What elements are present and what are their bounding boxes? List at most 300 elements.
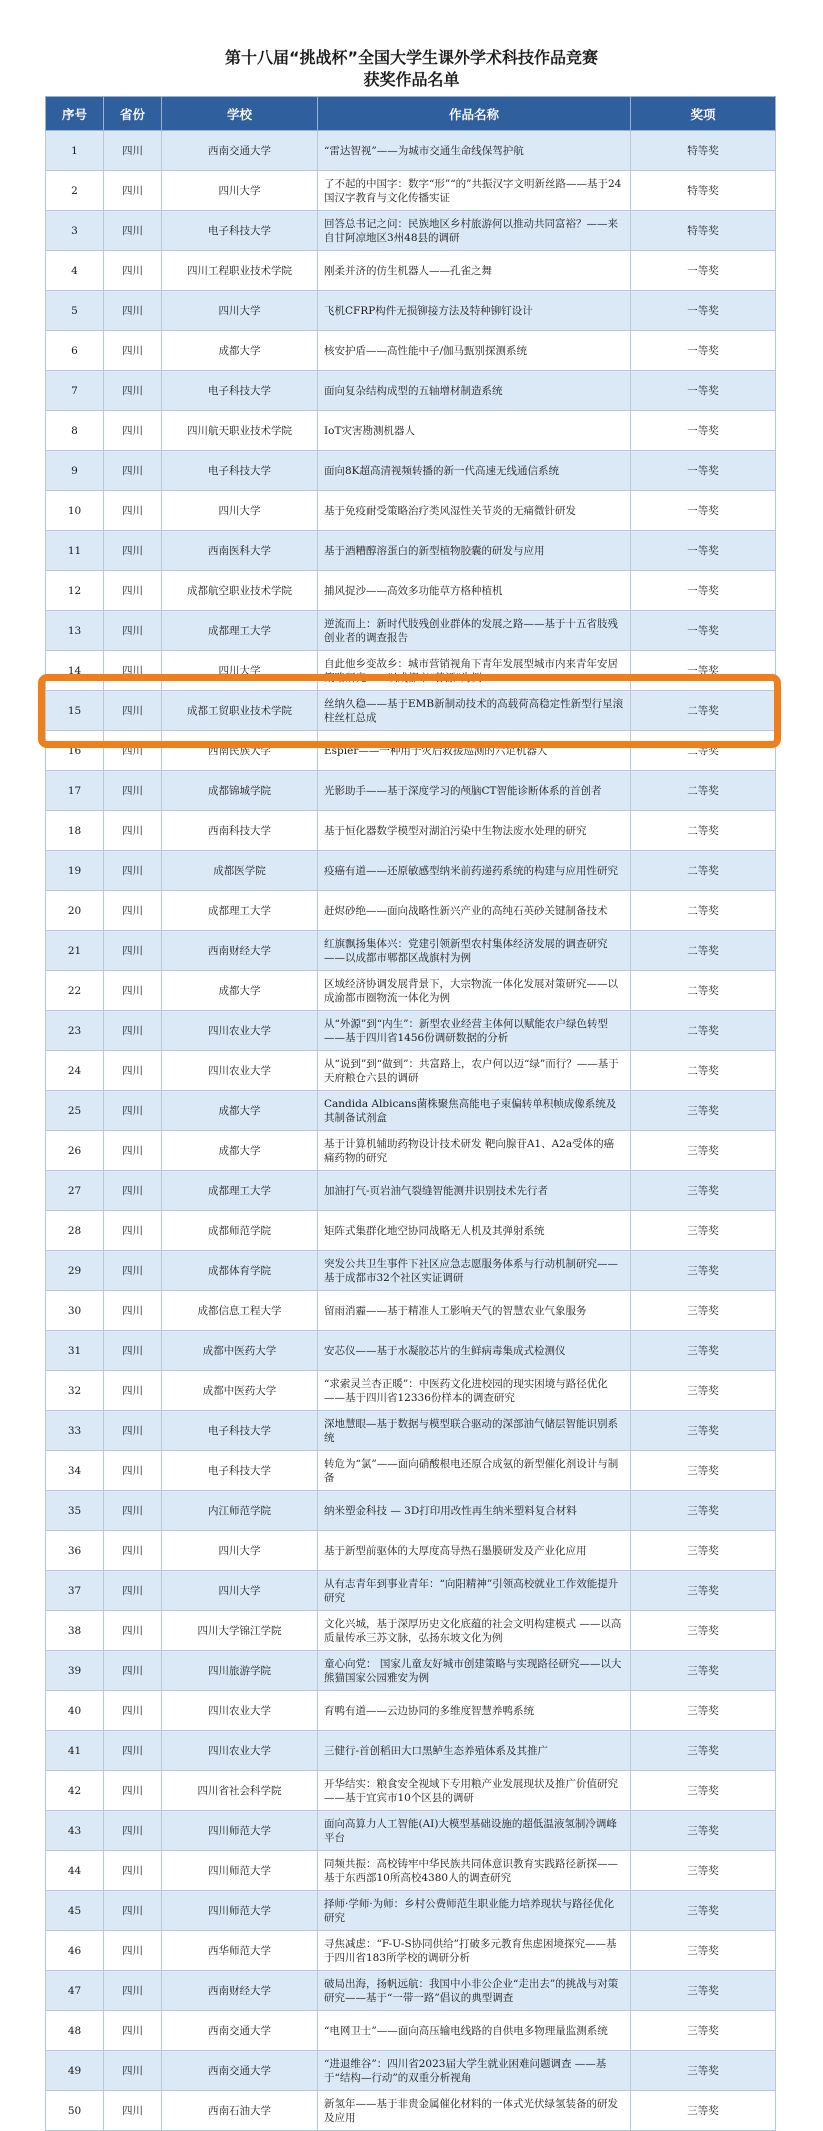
table-row [46, 851, 776, 891]
cell-award: 二等奖 [631, 1051, 776, 1091]
cell-index: 17 [46, 771, 104, 811]
table-row [46, 1211, 776, 1251]
cell-province: 四川 [104, 1731, 162, 1771]
cell-school: 成都理工大学 [162, 1171, 318, 1211]
cell-school: 电子科技大学 [162, 211, 318, 251]
cell-school: 四川大学 [162, 291, 318, 331]
cell-province: 四川 [104, 731, 162, 771]
page-subtitle: 获奖作品名单 [363, 70, 460, 89]
cell-province: 四川 [104, 891, 162, 931]
cell-award: 三等奖 [631, 1851, 776, 1891]
cell-award: 三等奖 [631, 1731, 776, 1771]
cell-work-name: 择师·学师·为师：乡村公费师范生职业能力培养现状与路径优化研究 [318, 1891, 631, 1931]
cell-award: 三等奖 [631, 1331, 776, 1371]
cell-school: 西南财经大学 [162, 931, 318, 971]
cell-school: 成都中医药大学 [162, 1331, 318, 1371]
cell-school: 成都大学 [162, 1131, 318, 1171]
cell-province: 四川 [104, 411, 162, 451]
cell-school: 四川农业大学 [162, 1051, 318, 1091]
cell-index: 38 [46, 1611, 104, 1651]
cell-award: 三等奖 [631, 1611, 776, 1651]
cell-province: 四川 [104, 1851, 162, 1891]
cell-work-name: 疫癌有道——还原敏感型纳米前药递药系统的构建与应用性研究 [318, 851, 631, 891]
table-row [46, 251, 776, 291]
cell-school: 内江师范学院 [162, 1491, 318, 1531]
cell-province: 四川 [104, 2091, 162, 2131]
cell-index: 43 [46, 1811, 104, 1851]
cell-index: 26 [46, 1131, 104, 1171]
cell-province: 四川 [104, 331, 162, 371]
cell-province: 四川 [104, 251, 162, 291]
cell-work-name: 基于新型前驱体的大厚度高导热石墨膜研发及产业化应用 [318, 1531, 631, 1571]
cell-award: 三等奖 [631, 1371, 776, 1411]
cell-work-name: 面向高算力人工智能(AI)大模型基础设施的超低温液氢制冷调峰平台 [318, 1811, 631, 1851]
cell-index: 41 [46, 1731, 104, 1771]
cell-work-name: 刚柔并济的仿生机器人——孔雀之舞 [318, 251, 631, 291]
cell-work-name: 回答总书记之问：民族地区乡村旅游何以推动共同富裕？——来自甘阿凉地区3州48县的调研 [318, 211, 631, 251]
cell-index: 15 [46, 691, 104, 731]
cell-school: 电子科技大学 [162, 1411, 318, 1451]
cell-award: 三等奖 [631, 2011, 776, 2051]
cell-province: 四川 [104, 1371, 162, 1411]
cell-award: 三等奖 [631, 1811, 776, 1851]
cell-award: 三等奖 [631, 1451, 776, 1491]
cell-award: 三等奖 [631, 1691, 776, 1731]
cell-school: 四川大学 [162, 491, 318, 531]
col-header-index: 序号 [46, 97, 104, 131]
cell-award: 一等奖 [631, 491, 776, 531]
cell-award: 二等奖 [631, 931, 776, 971]
cell-school: 四川大学 [162, 651, 318, 691]
table-row [46, 1091, 776, 1131]
cell-award: 二等奖 [631, 811, 776, 851]
cell-index: 10 [46, 491, 104, 531]
cell-school: 电子科技大学 [162, 451, 318, 491]
col-header-school: 学校 [162, 97, 318, 131]
cell-province: 四川 [104, 1891, 162, 1931]
cell-work-name: 区域经济协调发展背景下，大宗物流一体化发展对策研究——以成渝都市圈物流一体化为例 [318, 971, 631, 1011]
cell-index: 13 [46, 611, 104, 651]
cell-work-name: 从“说到”到“做到”：共富路上，农户何以迈“绿”而行？——基于天府粮仓六县的调研 [318, 1051, 631, 1091]
cell-award: 一等奖 [631, 651, 776, 691]
cell-index: 39 [46, 1651, 104, 1691]
cell-index: 2 [46, 171, 104, 211]
cell-province: 四川 [104, 2051, 162, 2091]
cell-award: 三等奖 [631, 1411, 776, 1451]
cell-award: 二等奖 [631, 731, 776, 771]
table-header-row [46, 97, 776, 131]
table-row [46, 691, 776, 731]
cell-school: 成都理工大学 [162, 611, 318, 651]
cell-index: 33 [46, 1411, 104, 1451]
cell-school: 四川农业大学 [162, 1011, 318, 1051]
cell-work-name: 突发公共卫生事件下社区应急志愿服务体系与行动机制研究——基于成都市32个社区实证调研 [318, 1251, 631, 1291]
cell-award: 一等奖 [631, 611, 776, 651]
table-row [46, 571, 776, 611]
cell-index: 35 [46, 1491, 104, 1531]
cell-work-name: “进退维谷”：四川省2023届大学生就业困难问题调查 ——基于“结构—行动”的双重分析视角 [318, 2051, 631, 2091]
cell-province: 四川 [104, 571, 162, 611]
cell-work-name: 寻焦减虑：“F-U-S协同供给”打破多元教育焦虑困境探究——基于四川省183所学校的调研分析 [318, 1931, 631, 1971]
cell-index: 44 [46, 1851, 104, 1891]
cell-province: 四川 [104, 531, 162, 571]
cell-school: 西华师范大学 [162, 1931, 318, 1971]
cell-award: 三等奖 [631, 1291, 776, 1331]
table-row [46, 1891, 776, 1931]
cell-award: 特等奖 [631, 171, 776, 211]
cell-index: 1 [46, 131, 104, 171]
cell-province: 四川 [104, 451, 162, 491]
col-header-work: 作品名称 [318, 97, 631, 131]
cell-province: 四川 [104, 1131, 162, 1171]
cell-award: 二等奖 [631, 691, 776, 731]
table-row [46, 1531, 776, 1571]
cell-school: 四川大学 [162, 1571, 318, 1611]
cell-work-name: “雷达智视”——为城市交通生命线保驾护航 [318, 131, 631, 171]
cell-work-name: 三健行-首创稻田大口黑鲈生态养殖体系及其推广 [318, 1731, 631, 1771]
col-header-province: 省份 [104, 97, 162, 131]
cell-work-name: 红旗飘扬集体兴：党建引领新型农村集体经济发展的调查研究——以成都市郫都区战旗村为例 [318, 931, 631, 971]
cell-work-name: 同频共振：高校铸牢中华民族共同体意识教育实践路径新探——基于东西部10所高校4380人的调查研究 [318, 1851, 631, 1891]
cell-index: 23 [46, 1011, 104, 1051]
cell-work-name: “电网卫士”——面向高压输电线路的自供电多物理量监测系统 [318, 2011, 631, 2051]
cell-school: 成都锦城学院 [162, 771, 318, 811]
cell-work-name: 从有志青年到事业青年：“向阳精神”引领高校就业工作效能提升研究 [318, 1571, 631, 1611]
cell-province: 四川 [104, 1491, 162, 1531]
table-row [46, 1171, 776, 1211]
cell-school: 成都医学院 [162, 851, 318, 891]
table-row [46, 1491, 776, 1531]
cell-index: 24 [46, 1051, 104, 1091]
table-row [46, 1411, 776, 1451]
table-row [46, 1691, 776, 1731]
cell-index: 25 [46, 1091, 104, 1131]
cell-award: 三等奖 [631, 1131, 776, 1171]
cell-index: 47 [46, 1971, 104, 2011]
table-row [46, 211, 776, 251]
cell-index: 34 [46, 1451, 104, 1491]
cell-work-name: 新氢年——基于非贵金属催化材料的一体式光伏绿氢装备的研发及应用 [318, 2091, 631, 2131]
cell-work-name: 矩阵式集群化地空协同战略无人机及其弹射系统 [318, 1211, 631, 1251]
cell-province: 四川 [104, 1571, 162, 1611]
cell-work-name: Candida Albicans菌株聚焦高能电子束偏转单积帧成像系统及其制备试剂盒 [318, 1091, 631, 1131]
cell-award: 二等奖 [631, 971, 776, 1011]
cell-province: 四川 [104, 1691, 162, 1731]
cell-school: 四川大学锦江学院 [162, 1611, 318, 1651]
cell-school: 西南交通大学 [162, 2051, 318, 2091]
cell-school: 成都理工大学 [162, 891, 318, 931]
cell-index: 21 [46, 931, 104, 971]
cell-province: 四川 [104, 1971, 162, 2011]
cell-index: 19 [46, 851, 104, 891]
table-row [46, 1251, 776, 1291]
cell-school: 西南民族大学 [162, 731, 318, 771]
table-row [46, 611, 776, 651]
cell-school: 四川航天职业技术学院 [162, 411, 318, 451]
cell-work-name: “求索灵兰杏正暖”：中医药文化进校园的现实困境与路径优化 ——基于四川省12336份样本的调查研究 [318, 1371, 631, 1411]
cell-school: 电子科技大学 [162, 1451, 318, 1491]
cell-award: 一等奖 [631, 331, 776, 371]
table-row [46, 1811, 776, 1851]
cell-award: 一等奖 [631, 291, 776, 331]
table-row [46, 411, 776, 451]
cell-work-name: 破局出海，扬帆远航：我国中小非公企业“走出去”的挑战与对策研究——基于“一带一路”倡议的典型调查 [318, 1971, 631, 2011]
cell-index: 27 [46, 1171, 104, 1211]
cell-work-name: 自此他乡变故乡：城市营销视角下青年发展型城市内来青年安居策略研究——以成都市“蓉漂”为例 [318, 651, 631, 691]
table-row [46, 1611, 776, 1651]
cell-school: 成都大学 [162, 331, 318, 371]
cell-index: 30 [46, 1291, 104, 1331]
cell-school: 成都大学 [162, 971, 318, 1011]
cell-index: 11 [46, 531, 104, 571]
cell-index: 16 [46, 731, 104, 771]
cell-province: 四川 [104, 1051, 162, 1091]
cell-school: 成都航空职业技术学院 [162, 571, 318, 611]
cell-province: 四川 [104, 1091, 162, 1131]
cell-award: 三等奖 [631, 1491, 776, 1531]
cell-school: 四川工程职业技术学院 [162, 251, 318, 291]
cell-province: 四川 [104, 611, 162, 651]
table-row [46, 491, 776, 531]
cell-province: 四川 [104, 1651, 162, 1691]
cell-work-name: 从“外源”到“内生”：新型农业经营主体何以赋能农户绿色转型——基于四川省1456份调研数据的分析 [318, 1011, 631, 1051]
table-row [46, 1371, 776, 1411]
cell-award: 三等奖 [631, 1891, 776, 1931]
cell-award: 特等奖 [631, 131, 776, 171]
cell-work-name: 核安护盾——高性能中子/伽马甄别探测系统 [318, 331, 631, 371]
cell-award: 二等奖 [631, 891, 776, 931]
cell-province: 四川 [104, 291, 162, 331]
cell-work-name: 光影助手——基于深度学习的颅脑CT智能诊断体系的首创者 [318, 771, 631, 811]
cell-index: 28 [46, 1211, 104, 1251]
cell-province: 四川 [104, 851, 162, 891]
cell-school: 四川大学 [162, 171, 318, 211]
table-row [46, 1651, 776, 1691]
cell-province: 四川 [104, 771, 162, 811]
cell-work-name: 丝纳久稳——基于EMB新制动技术的高载荷高稳定性新型行星滚柱丝杠总成 [318, 691, 631, 731]
cell-index: 14 [46, 651, 104, 691]
cell-province: 四川 [104, 1211, 162, 1251]
table-row [46, 1851, 776, 1891]
table-row [46, 731, 776, 771]
cell-school: 成都工贸职业技术学院 [162, 691, 318, 731]
page-title: 第十八届“挑战杯”全国大学生课外学术科技作品竞赛 [224, 48, 599, 67]
cell-index: 40 [46, 1691, 104, 1731]
cell-award: 三等奖 [631, 2051, 776, 2091]
cell-work-name: Espier——一种用于灾后救援巡测的六足机器人 [318, 731, 631, 771]
cell-province: 四川 [104, 651, 162, 691]
cell-school: 四川农业大学 [162, 1731, 318, 1771]
cell-work-name: 基于计算机辅助药物设计技术研发 靶向腺苷A1、A2a受体的癌痛药物的研究 [318, 1131, 631, 1171]
cell-province: 四川 [104, 1451, 162, 1491]
cell-province: 四川 [104, 211, 162, 251]
cell-award: 三等奖 [631, 1251, 776, 1291]
cell-school: 四川省社会科学院 [162, 1771, 318, 1811]
table-row [46, 291, 776, 331]
cell-award: 三等奖 [631, 1211, 776, 1251]
cell-award: 一等奖 [631, 531, 776, 571]
cell-work-name: 留雨消霾——基于精准人工影响天气的智慧农业气象服务 [318, 1291, 631, 1331]
cell-work-name: 育鸭有道——云边协同的多维度智慧养鸭系统 [318, 1691, 631, 1731]
table-row [46, 971, 776, 1011]
cell-school: 成都大学 [162, 1091, 318, 1131]
cell-index: 48 [46, 2011, 104, 2051]
cell-school: 西南财经大学 [162, 1971, 318, 2011]
cell-award: 三等奖 [631, 1931, 776, 1971]
cell-work-name: 面向8K超高清视频转播的新一代高速无线通信系统 [318, 451, 631, 491]
cell-school: 西南科技大学 [162, 811, 318, 851]
cell-school: 西南石油大学 [162, 2091, 318, 2131]
cell-work-name: 文化兴城，基于深厚历史文化底蕴的社会文明构建模式 ——以高质量传承三苏文脉，弘扬东坡文化为例 [318, 1611, 631, 1651]
cell-index: 18 [46, 811, 104, 851]
cell-work-name: 深地慧眼—基于数据与模型联合驱动的深部油气储层智能识别系统 [318, 1411, 631, 1451]
cell-work-name: 加油打气-页岩油气裂缝智能测井识别技术先行者 [318, 1171, 631, 1211]
cell-award: 三等奖 [631, 1651, 776, 1691]
table-row [46, 771, 776, 811]
table-row [46, 931, 776, 971]
cell-award: 一等奖 [631, 571, 776, 611]
cell-index: 29 [46, 1251, 104, 1291]
cell-index: 42 [46, 1771, 104, 1811]
cell-school: 成都师范学院 [162, 1211, 318, 1251]
cell-work-name: 面向复杂结构成型的五轴增材制造系统 [318, 371, 631, 411]
cell-school: 四川师范大学 [162, 1851, 318, 1891]
cell-school: 西南医科大学 [162, 531, 318, 571]
cell-province: 四川 [104, 1811, 162, 1851]
cell-index: 36 [46, 1531, 104, 1571]
table-row [46, 1451, 776, 1491]
cell-award: 一等奖 [631, 371, 776, 411]
cell-school: 成都体育学院 [162, 1251, 318, 1291]
cell-school: 电子科技大学 [162, 371, 318, 411]
table-row [46, 451, 776, 491]
cell-work-name: 了不起的中国字：数字“形”“的”共振汉字文明新丝路——基于24国汉字教育与文化传播实证 [318, 171, 631, 211]
cell-work-name: 基于恒化器数学模型对湖泊污染中生物法废水处理的研究 [318, 811, 631, 851]
table-row [46, 131, 776, 171]
table-row [46, 371, 776, 411]
cell-index: 7 [46, 371, 104, 411]
cell-province: 四川 [104, 1931, 162, 1971]
cell-index: 45 [46, 1891, 104, 1931]
cell-award: 二等奖 [631, 771, 776, 811]
table-row [46, 1931, 776, 1971]
cell-index: 6 [46, 331, 104, 371]
table-row [46, 1131, 776, 1171]
cell-award: 三等奖 [631, 2091, 776, 2131]
table-row [46, 1011, 776, 1051]
cell-index: 50 [46, 2091, 104, 2131]
cell-award: 二等奖 [631, 851, 776, 891]
cell-work-name: 逆流而上：新时代肢残创业群体的发展之路——基于十五省肢残创业者的调查报告 [318, 611, 631, 651]
cell-work-name: 飞机CFRP构件无损铆接方法及特种铆钉设计 [318, 291, 631, 331]
cell-province: 四川 [104, 491, 162, 531]
cell-index: 3 [46, 211, 104, 251]
cell-award: 一等奖 [631, 451, 776, 491]
cell-school: 四川旅游学院 [162, 1651, 318, 1691]
cell-province: 四川 [104, 971, 162, 1011]
cell-school: 西南交通大学 [162, 131, 318, 171]
cell-province: 四川 [104, 371, 162, 411]
cell-award: 三等奖 [631, 1971, 776, 2011]
cell-work-name: 基于酒糟醇溶蛋白的新型植物胶囊的研发与应用 [318, 531, 631, 571]
cell-province: 四川 [104, 1251, 162, 1291]
table-row [46, 2051, 776, 2091]
cell-province: 四川 [104, 1291, 162, 1331]
cell-index: 37 [46, 1571, 104, 1611]
cell-work-name: 捕风捉沙——高效多功能草方格种植机 [318, 571, 631, 611]
cell-index: 46 [46, 1931, 104, 1971]
cell-index: 8 [46, 411, 104, 451]
table-row [46, 1051, 776, 1091]
cell-school: 成都中医药大学 [162, 1371, 318, 1411]
table-body [46, 131, 776, 2131]
cell-work-name: 安芯仪——基于水凝胶芯片的生鲜病毒集成式检测仪 [318, 1331, 631, 1371]
cell-index: 9 [46, 451, 104, 491]
cell-award: 二等奖 [631, 1011, 776, 1051]
cell-work-name: 赶烬砂绝——面向战略性新兴产业的高纯石英砂关键制备技术 [318, 891, 631, 931]
table-row [46, 1571, 776, 1611]
cell-school: 四川师范大学 [162, 1811, 318, 1851]
cell-index: 20 [46, 891, 104, 931]
cell-province: 四川 [104, 1611, 162, 1651]
cell-award: 三等奖 [631, 1771, 776, 1811]
cell-work-name: 开华结实：粮食安全视域下专用粮产业发展现状及推广价值研究 ——基于宜宾市10个区县的调研 [318, 1771, 631, 1811]
table-row [46, 331, 776, 371]
cell-work-name: IoT灾害勘测机器人 [318, 411, 631, 451]
cell-work-name: 基于免疫耐受策略治疗类风湿性关节炎的无痛微针研发 [318, 491, 631, 531]
cell-award: 三等奖 [631, 1171, 776, 1211]
cell-school: 四川农业大学 [162, 1691, 318, 1731]
cell-index: 31 [46, 1331, 104, 1371]
cell-province: 四川 [104, 1531, 162, 1571]
cell-province: 四川 [104, 1411, 162, 1451]
table-row [46, 1771, 776, 1811]
cell-index: 5 [46, 291, 104, 331]
cell-province: 四川 [104, 811, 162, 851]
table-row [46, 1971, 776, 2011]
cell-school: 四川师范大学 [162, 1891, 318, 1931]
col-header-award: 奖项 [631, 97, 776, 131]
cell-province: 四川 [104, 691, 162, 731]
cell-index: 22 [46, 971, 104, 1011]
table-row [46, 2091, 776, 2131]
award-table [45, 96, 776, 2131]
cell-school: 西南交通大学 [162, 2011, 318, 2051]
table-row [46, 651, 776, 691]
table-row [46, 171, 776, 211]
cell-work-name: 童心向党： 国家儿童友好城市创建策略与实现路径研究——以大熊猫国家公园雅安为例 [318, 1651, 631, 1691]
cell-work-name: 转危为“氯”——面向硝酸根电还原合成氨的新型催化剂设计与制备 [318, 1451, 631, 1491]
cell-award: 三等奖 [631, 1091, 776, 1131]
cell-index: 32 [46, 1371, 104, 1411]
table-row [46, 1731, 776, 1771]
cell-award: 三等奖 [631, 1531, 776, 1571]
cell-index: 49 [46, 2051, 104, 2091]
cell-school: 成都信息工程大学 [162, 1291, 318, 1331]
cell-province: 四川 [104, 1171, 162, 1211]
cell-work-name: 纳米塑金科技 — 3D打印用改性再生纳米塑料复合材料 [318, 1491, 631, 1531]
cell-award: 特等奖 [631, 211, 776, 251]
cell-province: 四川 [104, 931, 162, 971]
cell-index: 12 [46, 571, 104, 611]
cell-province: 四川 [104, 1771, 162, 1811]
cell-school: 四川大学 [162, 1531, 318, 1571]
cell-award: 一等奖 [631, 251, 776, 291]
table-row [46, 1291, 776, 1331]
table-row [46, 891, 776, 931]
cell-province: 四川 [104, 2011, 162, 2051]
cell-award: 一等奖 [631, 411, 776, 451]
